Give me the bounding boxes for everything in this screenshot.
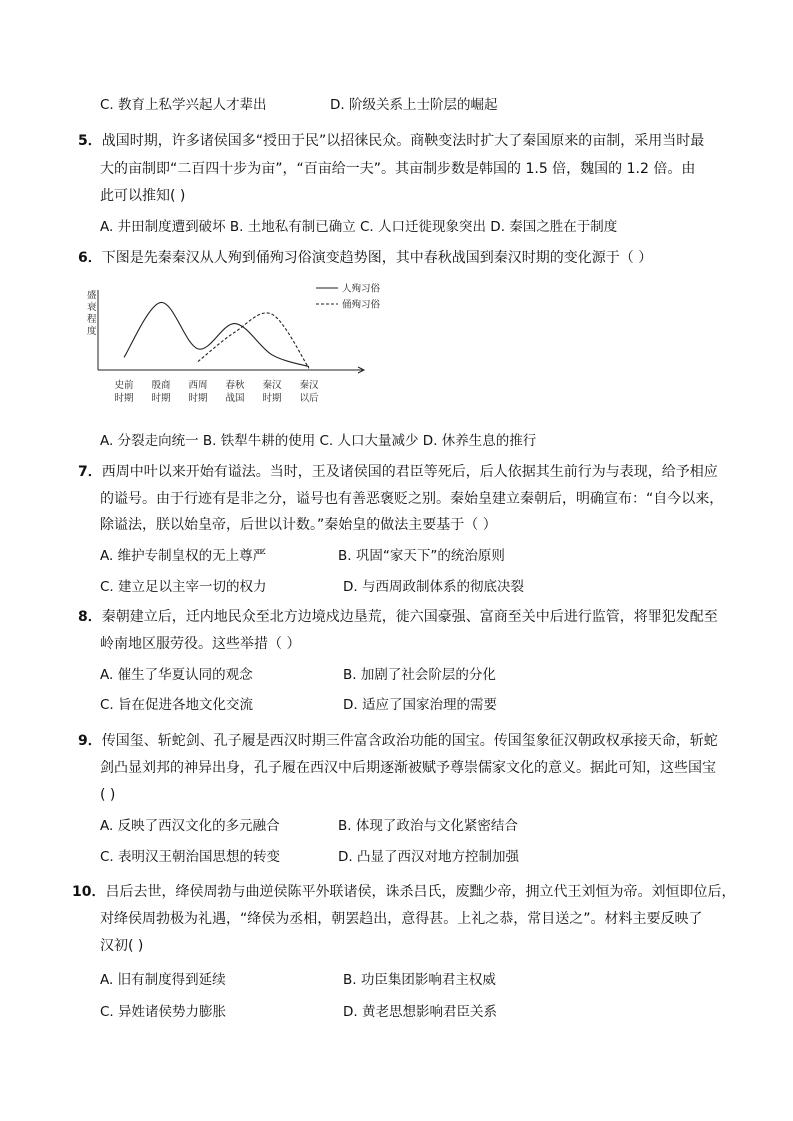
- y-axis-label-char: 程: [87, 314, 97, 325]
- q10-stem-line-2: 对绛侯周勃极为礼遇，“绛侯为丞相，朝罢趋出，意得甚。上礼之恭，常目送之”。材料主要反映了: [100, 911, 703, 927]
- q9-option-a: A. 反映了西汉文化的多元融合: [100, 818, 280, 834]
- series-line-renxun: [124, 302, 309, 366]
- q5-stem-line-3: 此可以推知( ): [100, 188, 186, 204]
- q8-option-a: A. 催生了华夏认同的观念: [100, 667, 253, 683]
- legend-label: 俑殉习俗: [342, 299, 381, 311]
- x-tick-label: 时期: [151, 393, 171, 404]
- q8-number: 8: [78, 609, 88, 625]
- x-tick-label: 以后: [299, 393, 319, 404]
- q10-option-b: B. 功臣集团影响君主权威: [343, 972, 496, 988]
- q10-option-a: A. 旧有制度得到延续: [100, 972, 226, 988]
- q6-number: 6: [78, 250, 88, 266]
- q9-option-c: C. 表明汉王朝治国思想的转变: [100, 849, 281, 865]
- q8-stem-line-2: 岭南地区服劳役。这些举措（ ）: [100, 636, 301, 652]
- q9-stem-line-3: ( ): [100, 787, 116, 803]
- q6-stem: 6．下图是先秦秦汉从人殉到俑殉习俗演变趋势图，其中春秋战国到秦汉时期的变化源于（ ）: [78, 250, 653, 266]
- x-tick-label: 战国: [225, 393, 245, 404]
- q10-number: 10: [72, 884, 92, 900]
- y-axis-label-char: 盛: [87, 290, 97, 301]
- x-tick-label: 春秋: [225, 380, 245, 391]
- q5-options: A. 井田制度遭到破坏 B. 土地私有制已确立 C. 人口迁徙现象突出 D. 秦国之胜在于制度: [100, 219, 618, 235]
- y-axis-label-char: 衰: [87, 302, 97, 313]
- q10-option-d: D. 黄老思想影响君臣关系: [343, 1004, 497, 1020]
- q9-number: 9: [78, 733, 88, 749]
- legend-label: 人殉习俗: [342, 283, 381, 295]
- q8-option-d: D. 适应了国家治理的需要: [343, 697, 497, 713]
- q10-option-c: C. 异姓诸侯势力膨胀: [100, 1004, 227, 1020]
- q5-stem-line-1: 5．战国时期，许多诸侯国多“授田于民”以招徕民众。商鞅变法时扩大了秦国原来的亩制，采用当时最: [78, 133, 705, 149]
- q4-option-c: C. 教育上私学兴起人才辈出: [100, 97, 267, 113]
- x-tick-label: 秦汉: [262, 380, 282, 391]
- x-tick-label: 西周: [188, 380, 208, 391]
- q9-option-b: B. 体现了政治与文化紧密结合: [338, 818, 518, 834]
- q5-number: 5: [78, 133, 88, 149]
- q8-stem-line-1: 8．秦朝建立后，迁内地民众至北方边境戍边垦荒，徙六国豪强、富商至关中后进行监管，将罪犯发配至: [78, 609, 718, 625]
- q9-stem-line-1: 9．传国玺、斩蛇剑、孔子履是西汉时期三件富含政治功能的国宝。传国玺象征汉朝政权承接天命，斩蛇: [78, 733, 718, 749]
- q7-option-d: D. 与西周政制体系的彻底决裂: [343, 579, 524, 595]
- x-tick-label: 殷商: [151, 380, 171, 391]
- q9-stem-line-2: 剑凸显刘邦的神异出身，孔子履在西汉中后期逐渐被赋予尊崇儒家文化的意义。据此可知，这些国宝: [100, 760, 716, 776]
- q7-option-c: C. 建立足以主宰一切的权力: [100, 579, 267, 595]
- q7-stem-line-2: 的谥号。由于行迹有是非之分，谥号也有善恶褒贬之别。秦始皇建立秦朝后，明确宣布：“自今以来，: [100, 491, 724, 507]
- q7-number: 7: [78, 464, 88, 480]
- y-axis-label-char: 度: [87, 326, 97, 337]
- q6-options: A. 分裂走向统一 B. 铁犁牛耕的使用 C. 人口大量减少 D. 休养生息的推行: [100, 433, 537, 449]
- q5-stem-line-2: 大的亩制即“二百四十步为亩”，“百亩给一夫”。其亩制步数是韩国的 1.5 倍，魏国的 1.2 倍。由: [100, 161, 696, 177]
- q7-stem-line-3: 除谥法，朕以始皇帝，后世以计数。”秦始皇的做法主要基于（ ）: [100, 517, 497, 533]
- x-tick-label: 史前: [114, 380, 134, 391]
- trend-chart-svg: [84, 282, 394, 412]
- q10-stem-line-3: 汉初( ): [100, 938, 144, 954]
- q7-option-a: A. 维护专制皇权的无上尊严: [100, 548, 267, 564]
- q10-stem-line-1: 10．吕后去世，绛侯周勃与曲逆侯陈平外联诸侯，诛杀吕氏，废黜少帝，拥立代王刘恒为帝。刘恒即位后，: [72, 884, 736, 900]
- x-tick-label: 秦汉: [299, 380, 319, 391]
- x-tick-label: 时期: [262, 393, 282, 404]
- series-line-yongxun: [198, 313, 309, 368]
- q7-option-b: B. 巩固“家天下”的统治原则: [338, 548, 505, 564]
- custom-trend-chart: [84, 282, 394, 412]
- x-tick-label: 时期: [188, 393, 208, 404]
- q8-option-b: B. 加剧了社会阶层的分化: [343, 667, 496, 683]
- q7-stem-line-1: 7．西周中叶以来开始有谥法。当时，王及诸侯国的君臣等死后，后人依据其生前行为与表现，给予相应: [78, 464, 718, 480]
- q8-option-c: C. 旨在促进各地文化交流: [100, 697, 254, 713]
- x-tick-label: 时期: [114, 393, 134, 404]
- q9-option-d: D. 凸显了西汉对地方控制加强: [338, 849, 519, 865]
- q4-option-d: D. 阶级关系上士阶层的崛起: [330, 97, 498, 113]
